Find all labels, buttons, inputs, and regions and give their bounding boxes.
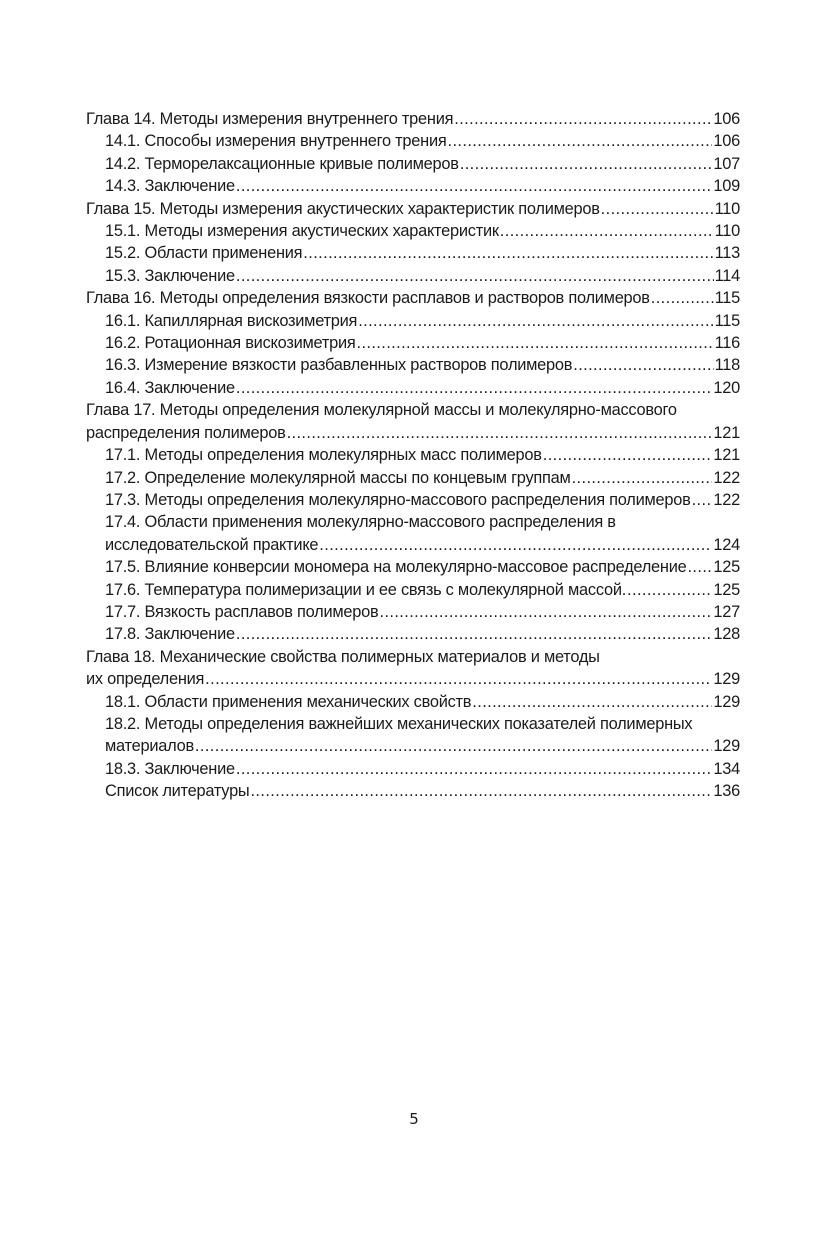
dot-leader [627, 579, 712, 601]
toc-entry-title: 17.6. Температура полимеризации и ее связь с молекулярной массой. [105, 580, 627, 599]
toc-entry-page: 115 [714, 311, 740, 330]
toc-entry-title: 15.1. Методы измерения акустических характеристик [105, 222, 499, 241]
toc-entry-title: 15.2. Области применения [105, 244, 303, 263]
toc-entry-title: 16.2. Ротационная вискозиметрия [105, 334, 356, 353]
dot-leader [448, 130, 713, 152]
toc-chapter-entry[interactable] [86, 399, 740, 444]
toc-entry-title-first-line: 17.4. Области применения молекулярно-массового распределения в [105, 513, 616, 532]
toc-entry-title: материалов [105, 737, 194, 756]
toc-entry-title: 18.3. Заключение [105, 759, 235, 778]
dot-leader [460, 153, 713, 175]
toc-entry-title-first-line: Глава 17. Методы определения молекулярной массы и молекулярно-массового [86, 401, 677, 420]
dot-leader [601, 198, 714, 220]
toc-entry-page: 127 [713, 602, 740, 621]
toc-section-entry[interactable] [86, 623, 740, 645]
toc-entry-title: Глава 16. Методы определения вязкости расплавов и растворов полимеров [86, 289, 650, 308]
dot-leader [287, 422, 713, 444]
toc-entry-page: 124 [713, 535, 740, 554]
toc-entry-title: 18.1. Области применения механических свойств [105, 692, 472, 711]
toc-entry-page: 134 [713, 759, 740, 778]
dot-leader [358, 310, 713, 332]
toc-entry-title: 17.2. Определение молекулярной массы по концевым группам [105, 468, 571, 487]
toc-entry-title: исследовательской практике [105, 535, 319, 554]
dot-leader [454, 108, 712, 130]
dot-leader [236, 265, 714, 287]
toc-section-entry[interactable] [86, 467, 740, 489]
toc-entry-page: 107 [713, 154, 740, 173]
toc-entry-page: 129 [713, 737, 740, 756]
toc-entry-page: 121 [713, 446, 740, 465]
toc-section-entry[interactable] [86, 377, 740, 399]
dot-leader [356, 332, 713, 354]
toc-section-entry[interactable] [86, 601, 740, 623]
dot-leader [543, 444, 713, 466]
toc-entry-title: 14.2. Терморелаксационные кривые полимеров [105, 154, 459, 173]
toc-entry-page: 129 [713, 692, 740, 711]
toc-section-entry[interactable] [86, 332, 740, 354]
toc-section-entry[interactable] [86, 556, 740, 578]
toc-section-entry[interactable] [86, 310, 740, 332]
toc-entry-title: 17.3. Методы определения молекулярно-массового распределения полимеров [105, 490, 691, 509]
toc-entry-page: 136 [713, 782, 740, 801]
toc-section-entry[interactable] [86, 511, 740, 556]
dot-leader [651, 287, 714, 309]
toc-entry-page: 121 [713, 423, 740, 442]
toc-chapter-entry[interactable] [86, 108, 740, 130]
dot-leader [236, 758, 713, 780]
toc-entry-page: 106 [713, 132, 740, 151]
dot-leader [236, 377, 713, 399]
toc-entry-title: 14.1. Способы измерения внутреннего трения [105, 132, 447, 151]
dot-leader [472, 691, 712, 713]
toc-section-entry[interactable] [86, 713, 740, 758]
toc-section-entry[interactable] [86, 691, 740, 713]
toc-section-entry[interactable] [86, 780, 740, 802]
dot-leader [236, 623, 713, 645]
toc-section-entry[interactable] [86, 354, 740, 376]
dot-leader [319, 534, 712, 556]
toc-section-entry[interactable] [86, 489, 740, 511]
toc-entry-title: Глава 14. Методы измерения внутреннего трения [86, 110, 454, 128]
toc-chapter-entry[interactable] [86, 646, 740, 691]
toc-entry-page: 120 [713, 378, 740, 397]
toc-section-entry[interactable] [86, 220, 740, 242]
toc-entry-title: 16.3. Измерение вязкости разбавленных растворов полимеров [105, 356, 573, 375]
toc-entry-page: 116 [714, 334, 740, 353]
toc-entry-title: их определения [86, 670, 205, 689]
toc-entry-page: 106 [713, 110, 740, 128]
toc-entry-title-first-line: 18.2. Методы определения важнейших механических показателей полимерных [105, 714, 693, 733]
toc-entry-page: 125 [713, 558, 740, 577]
toc-entry-title-first-line: Глава 18. Механические свойства полимерных материалов и методы [86, 647, 600, 666]
toc-chapter-entry[interactable] [86, 198, 740, 220]
toc-entry-page: 128 [713, 625, 740, 644]
toc-section-entry[interactable] [86, 444, 740, 466]
toc-entry-title: 16.1. Капиллярная вискозиметрия [105, 311, 358, 330]
toc-entry-title: 14.3. Заключение [105, 177, 235, 196]
dot-leader [573, 354, 713, 376]
dot-leader [205, 668, 712, 690]
table-of-contents [86, 108, 740, 803]
dot-leader [500, 220, 714, 242]
toc-entry-title: распределения полимеров [86, 423, 286, 442]
dot-leader [379, 601, 712, 623]
toc-entry-page: 114 [714, 266, 740, 285]
toc-entry-title: 17.5. Влияние конверсии мономера на молекулярно-массовое распределение [105, 558, 687, 577]
dot-leader [572, 467, 713, 489]
toc-entry-title: 15.3. Заключение [105, 266, 235, 285]
toc-entry-page: 122 [713, 490, 740, 509]
toc-section-entry[interactable] [86, 153, 740, 175]
toc-entry-page: 109 [713, 177, 740, 196]
page-number: 5 [409, 1110, 419, 1128]
toc-section-entry[interactable] [86, 758, 740, 780]
dot-leader [303, 242, 713, 264]
toc-entry-page: 118 [714, 356, 740, 375]
toc-entry-title: 16.4. Заключение [105, 378, 235, 397]
toc-chapter-entry[interactable] [86, 287, 740, 309]
toc-entry-title: 17.8. Заключение [105, 625, 235, 644]
toc-section-entry[interactable] [86, 242, 740, 264]
dot-leader [687, 556, 712, 578]
dot-leader [195, 735, 712, 757]
toc-section-entry[interactable] [86, 579, 740, 601]
toc-section-entry[interactable] [86, 175, 740, 197]
toc-entry-page: 110 [714, 222, 740, 241]
toc-entry-title: Глава 15. Методы измерения акустических характеристик полимеров [86, 199, 600, 218]
toc-entry-page: 113 [714, 244, 740, 263]
toc-entry-title: 17.1. Методы определения молекулярных масс полимеров [105, 446, 542, 465]
dot-leader [692, 489, 713, 511]
toc-section-entry[interactable] [86, 265, 740, 287]
toc-entry-page: 110 [714, 199, 740, 218]
toc-entry-title: 17.7. Вязкость расплавов полимеров [105, 602, 379, 621]
toc-entry-page: 122 [713, 468, 740, 487]
toc-entry-page: 115 [714, 289, 740, 308]
toc-entry-title: Список литературы [105, 782, 250, 801]
dot-leader [236, 175, 713, 197]
toc-entry-page: 129 [713, 670, 740, 689]
toc-entry-page: 125 [713, 580, 740, 599]
dot-leader [250, 780, 712, 802]
toc-section-entry[interactable] [86, 130, 740, 152]
